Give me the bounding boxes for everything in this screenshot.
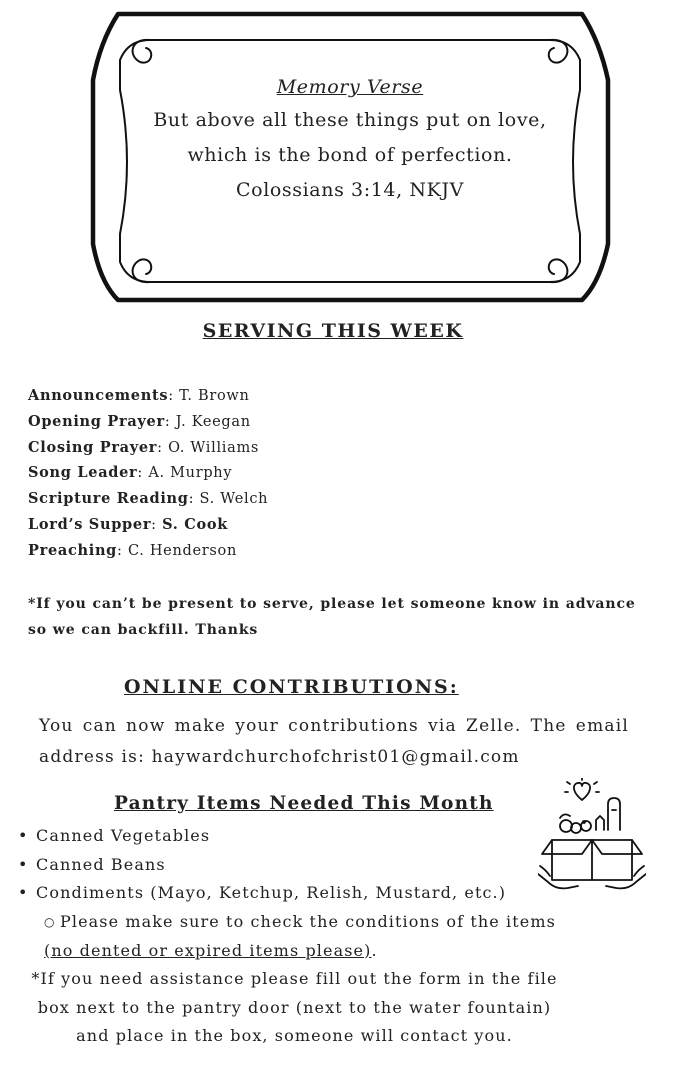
- pantry-list: [18, 822, 506, 908]
- serving-row: Song Leader: A. Murphy: [28, 464, 233, 482]
- list-item: [18, 851, 506, 880]
- servant-name: S. Welch: [199, 491, 269, 508]
- serving-list: [28, 383, 268, 564]
- list-item: [18, 879, 506, 908]
- sub-item-period: .: [371, 940, 378, 960]
- servant-name: S. Cook: [162, 515, 228, 533]
- memory-verse-title: Memory Verse: [276, 76, 424, 98]
- servant-name: C. Henderson: [127, 542, 238, 559]
- serving-row: Scripture Reading: S. Welch: [28, 490, 269, 508]
- bullet-icon: •: [18, 883, 29, 902]
- serving-row: Preaching: C. Henderson: [28, 541, 238, 559]
- verse-line: But above all these things put on love,: [153, 109, 547, 131]
- role-label: Announcements: [28, 387, 169, 404]
- serving-row: Opening Prayer: J. Keegan: [28, 412, 251, 430]
- online-contributions-title: ONLINE CONTRIBUTIONS:: [124, 676, 459, 698]
- servant-name: J. Keegan: [175, 413, 251, 430]
- list-item: [18, 822, 506, 851]
- memory-verse-box: [130, 70, 570, 208]
- donation-box-icon: [538, 778, 646, 902]
- sub-item-text: Please make sure to check the conditions of the items: [60, 912, 556, 931]
- verse-reference: Colossians 3:14, NKJV: [236, 179, 464, 201]
- pantry-sub-item: [44, 908, 584, 965]
- bullet-icon: •: [18, 854, 29, 874]
- pantry-title: Pantry Items Needed This Month: [114, 793, 494, 814]
- assistance-note: *If you need assistance please fill out the form in the file box next to the pantry door (next to the water fountain) and place in the box, someone will contact you.: [31, 969, 558, 1045]
- online-contributions-text: You can now make your contributions via Zelle. The email address is: haywardchurchofchrist01@gmail.com: [39, 716, 629, 767]
- servant-name: O. Williams: [168, 439, 260, 456]
- servant-name: T. Brown: [179, 388, 250, 404]
- role-label: Song Leader: [28, 464, 138, 482]
- circle-bullet-icon: ○: [44, 915, 56, 929]
- serve-note: *If you can’t be present to serve, please let someone know in advance so we can backfill. Thanks: [28, 596, 636, 638]
- role-label: Scripture Reading: [28, 490, 189, 508]
- bullet-icon: •: [18, 826, 29, 845]
- serving-title: SERVING THIS WEEK: [202, 320, 464, 342]
- sub-item-condition: (no dented or expired items please): [44, 940, 372, 960]
- role-label: Preaching: [28, 541, 118, 559]
- servant-name: A. Murphy: [148, 465, 233, 482]
- serving-row: Closing Prayer: O. Williams: [28, 438, 260, 456]
- serving-row: Announcements: T. Brown: [28, 387, 250, 404]
- role-label: Closing Prayer: [28, 438, 158, 456]
- pantry-item-label: Canned Vegetables: [36, 826, 211, 845]
- pantry-item-label: Condiments (Mayo, Ketchup, Relish, Mustard, etc.): [36, 883, 507, 902]
- role-label: Lord’s Supper: [28, 515, 152, 533]
- serving-row: Lord’s Supper: S. Cook: [28, 515, 228, 533]
- pantry-item-label: Canned Beans: [36, 854, 166, 874]
- verse-line: which is the bond of perfection.: [187, 144, 513, 166]
- role-label: Opening Prayer: [28, 412, 165, 430]
